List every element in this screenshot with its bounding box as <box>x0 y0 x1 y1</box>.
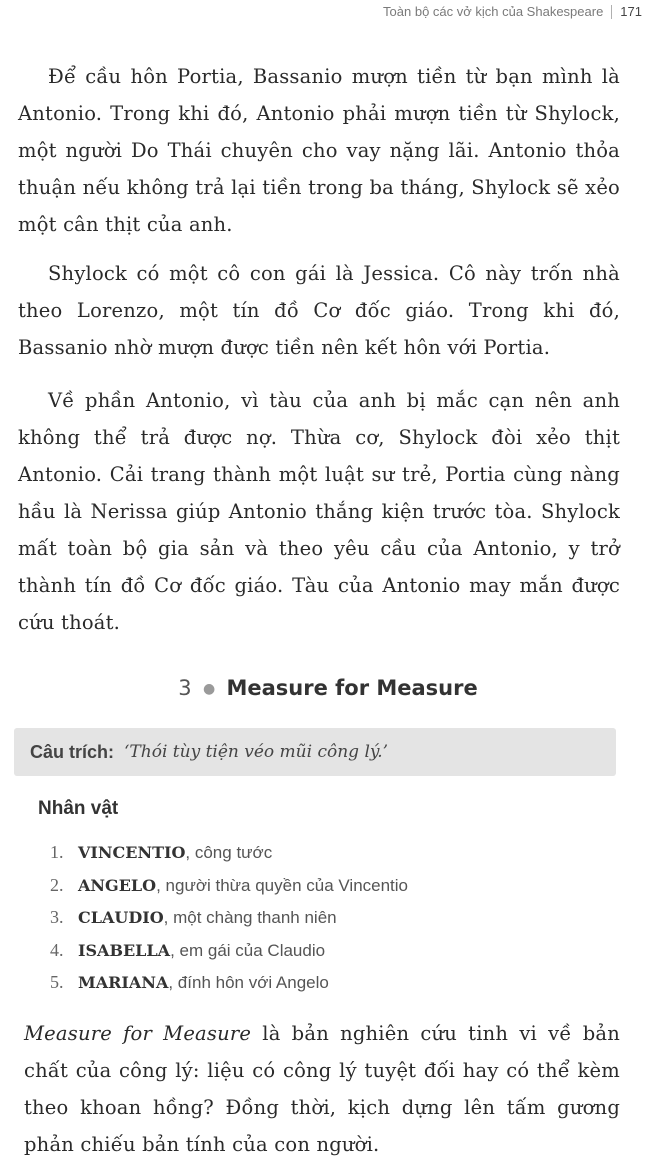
paragraph-3: Về phần Antonio, vì tàu của anh bị mắc cạn nên anh không thể trả được nợ. Thừa cơ, Shylock đòi xẻo thịt Antonio. Cải trang thành một luật sư trẻ, Portia cùng nàng hầu là Nerissa giúp Antonio thắng kiện trước tòa. Shylock mất toàn bộ gia sản và theo yêu cầu của Antonio, y trở thành tín đồ Cơ đốc giáo. Tàu của Antonio may mắn được cứu thoát. <box>18 389 620 634</box>
section-title-text: Measure for Measure <box>226 676 478 700</box>
paragraph-2: Shylock có một cô con gái là Jessica. Cô này trốn nhà theo Lorenzo, một tín đồ Cơ đốc giáo. Trong khi đó, Bassanio nhờ mượn được tiền nên kết hôn với Portia. <box>18 262 620 359</box>
character-desc: , công tước <box>185 843 273 862</box>
section-number: 3 <box>178 676 192 700</box>
item-number: 2. <box>50 874 64 895</box>
book-title: Toàn bộ các vở kịch của Shakespeare <box>383 4 604 19</box>
list-item <box>50 869 408 902</box>
running-header <box>383 4 642 19</box>
character-desc: , đính hôn với Angelo <box>168 973 329 992</box>
item-number: 4. <box>50 939 64 960</box>
character-name: MARIANA <box>78 973 169 992</box>
character-desc: , một chàng thanh niên <box>163 908 337 927</box>
paragraph-4-text: là bản nghiên cứu tinh vi về bản chất của công lý: liệu có công lý tuyệt đối hay có thể kèm theo khoan hồng? Đồng thời, kịch dựng lên tấm gương phản chiếu bản tính của con người. <box>24 1022 620 1156</box>
paragraph-4 <box>24 1015 620 1163</box>
character-desc: , người thừa quyền của Vincentio <box>156 875 409 895</box>
character-name: VINCENTIO <box>78 843 186 862</box>
cast-list <box>50 836 408 999</box>
character-name: ANGELO <box>78 875 157 895</box>
list-item <box>50 966 408 999</box>
list-item <box>50 901 408 934</box>
header-divider <box>611 5 612 19</box>
quote-label: Câu trích: <box>30 741 115 762</box>
quote-box <box>14 728 616 776</box>
character-desc: , em gái của Claudio <box>170 940 326 960</box>
bullet-dot-icon: ● <box>202 681 216 697</box>
section-heading <box>0 676 656 700</box>
paragraph-1: Để cầu hôn Portia, Bassanio mượn tiền từ bạn mình là Antonio. Trong khi đó, Antonio phải mượn tiền từ Shylock, một người Do Thái chuyên cho vay nặng lãi. Antonio thỏa thuận nếu không trả lại tiền trong ba tháng, Shylock sẽ xẻo một cân thịt của anh. <box>18 65 620 236</box>
page-number: 171 <box>620 4 642 19</box>
item-number: 3. <box>50 907 64 927</box>
character-name: ISABELLA <box>78 940 171 960</box>
quote-text: ‘Thói tùy tiện véo mũi công lý.’ <box>124 742 389 762</box>
play-title-italic: Measure for Measure <box>24 1022 252 1045</box>
cast-heading: Nhân vật <box>38 798 119 819</box>
list-item <box>50 934 408 967</box>
character-name: CLAUDIO <box>78 908 164 927</box>
item-number: 5. <box>50 972 64 992</box>
item-number: 1. <box>50 842 64 862</box>
list-item <box>50 836 408 869</box>
